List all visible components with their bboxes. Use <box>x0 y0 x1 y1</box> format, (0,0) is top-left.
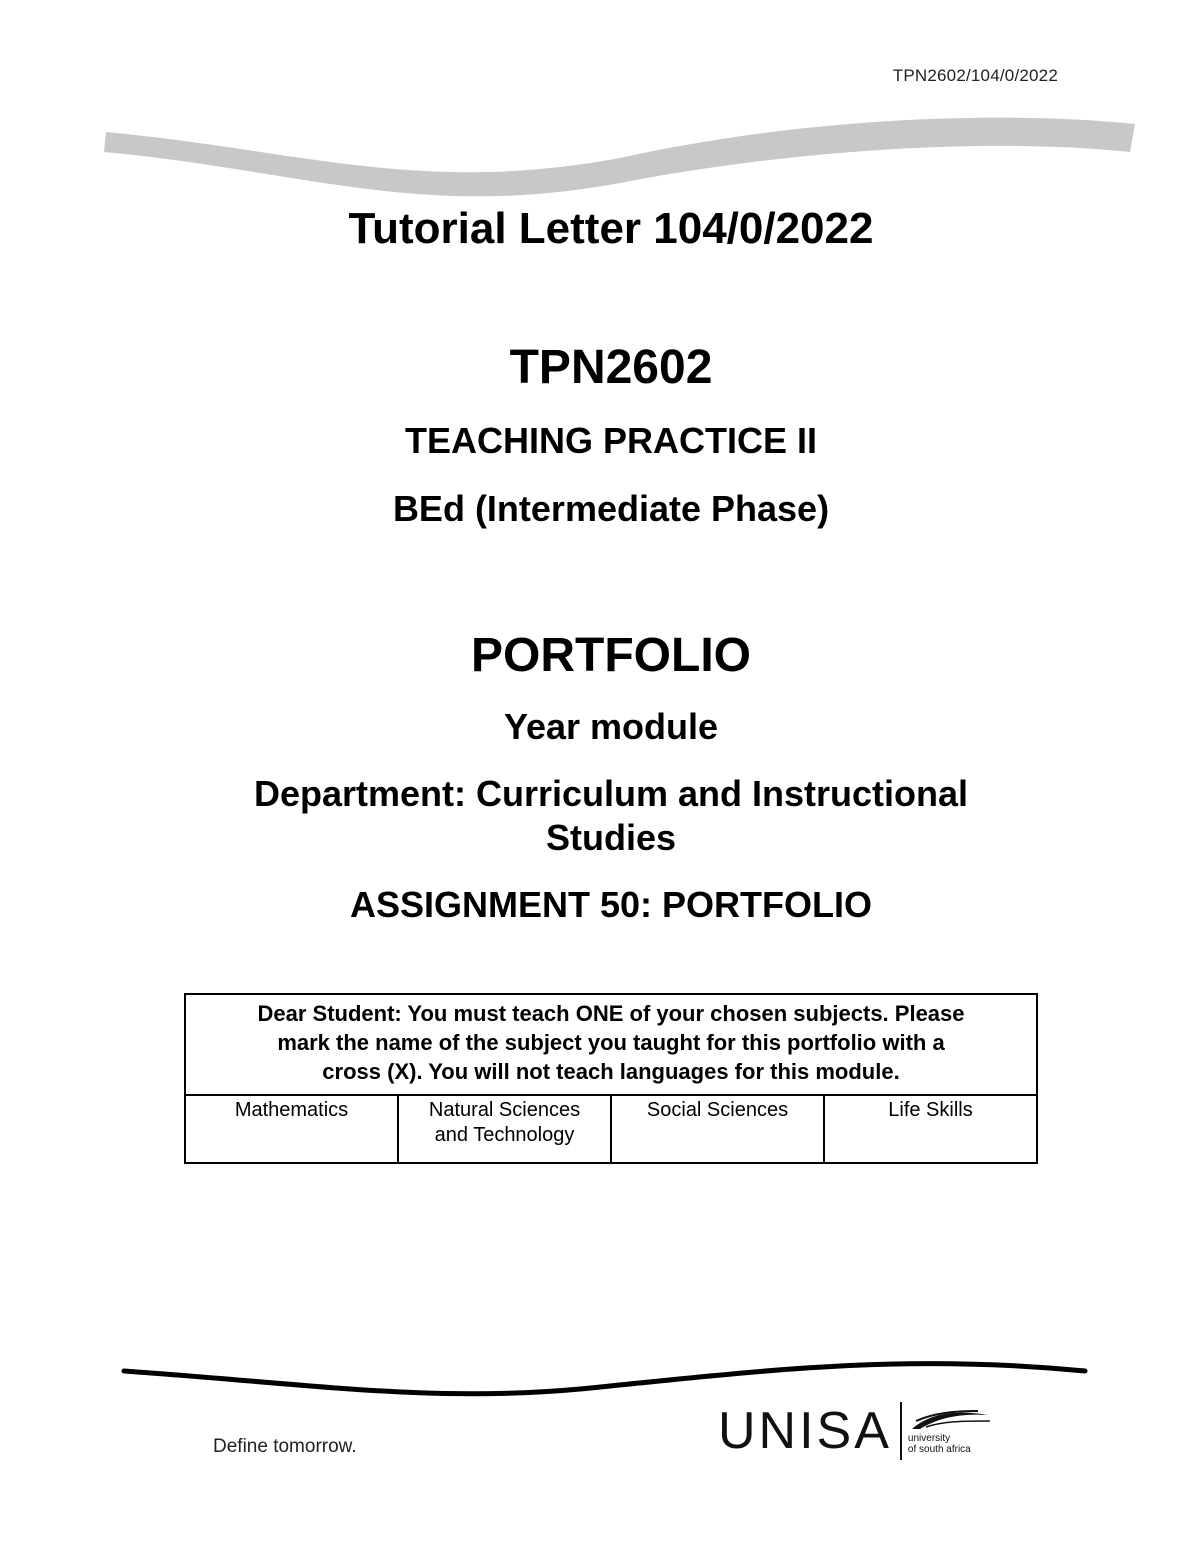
department-label <box>0 772 1200 860</box>
department-line-1: Department: Curriculum and Instructional <box>253 773 969 814</box>
assignment-heading: ASSIGNMENT 50: PORTFOLIO <box>349 884 873 925</box>
tutorial-letter-title: Tutorial Letter 104/0/2022 <box>348 204 874 253</box>
logo-wing-icon <box>908 1407 992 1433</box>
subject-selection-table <box>184 993 1038 1164</box>
subject-cell-life-skills[interactable] <box>824 1095 1037 1163</box>
portfolio-heading: PORTFOLIO <box>471 629 751 682</box>
subject-label: Life Skills <box>888 1099 973 1121</box>
logo-sub-2: of south africa <box>907 1444 971 1455</box>
subject-label: Mathematics <box>234 1099 349 1121</box>
subjects-row <box>185 1095 1037 1163</box>
logo-wordmark: UNISA <box>718 1402 892 1460</box>
student-note-line-1: Dear Student: You must teach ONE of your chosen subjects. Please <box>257 1001 965 1026</box>
subject-cell-mathematics[interactable] <box>185 1095 398 1163</box>
tagline: Define tomorrow. <box>213 1436 357 1457</box>
document-reference: TPN2602/104/0/2022 <box>892 66 1058 85</box>
student-note <box>185 994 1037 1095</box>
logo-sub-1: university <box>907 1433 951 1444</box>
top-decorative-swoosh <box>0 80 1200 200</box>
subject-cell-social-sciences[interactable] <box>611 1095 824 1163</box>
module-name: TEACHING PRACTICE II <box>404 420 817 461</box>
top-swoosh-shape <box>104 118 1135 197</box>
subject-label: Social Sciences <box>646 1099 789 1121</box>
subject-label: Natural Sciences <box>428 1099 581 1121</box>
department-line-2: Studies <box>545 817 677 858</box>
subject-cell-natural-sciences[interactable] <box>398 1095 611 1163</box>
bottom-decorative-swoosh <box>0 1345 1200 1415</box>
bottom-swoosh-line <box>124 1364 1085 1394</box>
year-module-label: Year module <box>503 706 719 747</box>
qualification: BEd (Intermediate Phase) <box>392 488 830 529</box>
logo-divider <box>900 1402 902 1460</box>
unisa-logo <box>718 1396 992 1466</box>
module-code: TPN2602 <box>509 341 713 394</box>
student-note-line-3: cross (X). You will not teach languages for this module. <box>322 1059 900 1084</box>
logo-emblem <box>908 1402 992 1460</box>
subject-label-line-2: and Technology <box>434 1124 575 1146</box>
student-note-line-2: mark the name of the subject you taught for this portfolio with a <box>277 1030 945 1055</box>
note-row <box>185 994 1037 1095</box>
